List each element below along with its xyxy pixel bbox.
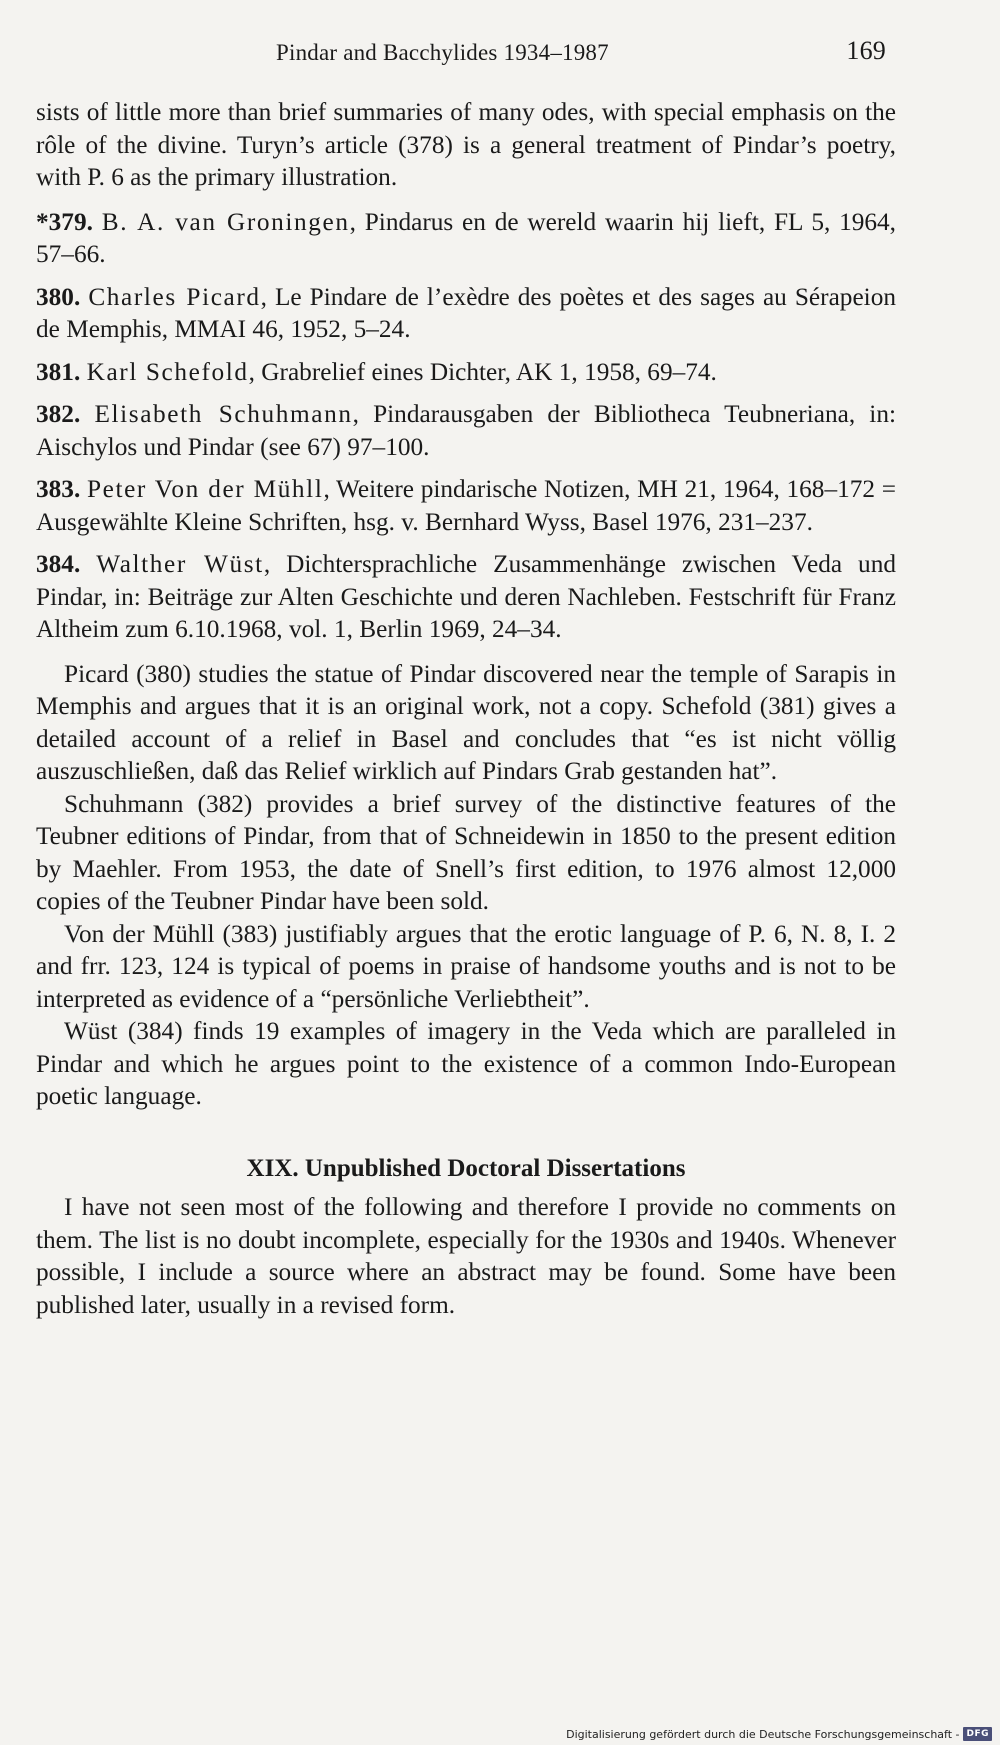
paragraph-von-der-muehll: Von der Mühll (383) justifiably argues that the erotic language of P. 6, N. 8, I. 2 and frr. 123, 124 is typical of poems in praise of handsome youths and is not to be interpreted as evidence of a “persönliche Verliebtheit”. <box>36 919 896 1013</box>
entry-number: 380. <box>36 282 81 311</box>
entry-author: B. A. van Groningen <box>101 207 350 236</box>
entry-number: 384. <box>36 550 81 578</box>
paragraph-schuhmann: Schuhmann (382) provides a brief survey of the distinctive features of the Teubner editions of Pindar, from that of Schneidewin in 1850 to the present edition by Maehler. From 1953, the date of Snell’s first edition, to 1976 almost 12,000 copies of the Teubner Pindar have been sold. <box>36 789 896 915</box>
section-heading: XIX. Unpublished Doctoral Dissertations <box>246 1154 686 1182</box>
bib-entry-382 <box>36 398 896 463</box>
entry-details: , Weitere pindarische Notizen, MH 21, 1964, 168–172 = Ausgewählte Kleine Schriften, hsg. v. Bernhard Wyss, Basel 1976, 231–237. <box>36 475 897 536</box>
entry-details: , Dichtersprachliche Zusammenhänge zwischen Veda und Pindar, in: Beiträge zur Alten Geschichte und deren Nachleben. Festschrift für Franz Altheim zum 6.10.1968, vol. 1, Berlin 1969, 24–34. <box>36 550 897 643</box>
entry-details: , Grabrelief eines Dichter, AK 1, 1958, 69–74. <box>248 357 717 386</box>
page-number: 169 <box>846 36 886 65</box>
entry-details: , Le Pindare de l’exèdre des poètes et des sages au Sérapeion de Memphis, MMAI 46, 1952, 5–24. <box>36 282 897 343</box>
entry-number: 381. <box>36 357 81 386</box>
paragraph-picard: Picard (380) studies the statue of Pindar discovered near the temple of Sarapis in Memphis and argues that it is an original work, not a copy. Schefold (381) gives a detailed account of a relief in Basel and concludes that “es ist nicht völlig auszuschließen, daß das Relief wirklich auf Pindars Grab gestanden hat”. <box>36 659 896 785</box>
paragraph-wuest: Wüst (384) finds 19 examples of imagery in the Veda which are paralleled in Pindar and which he argues point to the existence of a common Indo-European poetic language. <box>36 1017 896 1110</box>
digitization-footer <box>566 1727 992 1741</box>
entry-author: Peter Von der Mühll <box>86 475 324 503</box>
body-text <box>36 96 896 1321</box>
entry-details: , Pindarausgaben der Bibliotheca Teubneriana, in: Aischylos und Pindar (see 67) 97–100. <box>36 400 897 461</box>
bib-entry-381 <box>36 356 896 389</box>
entry-author: Walther Wüst <box>96 550 264 578</box>
paragraph-section-intro: I have not seen most of the following and therefore I provide no comments on them. The list is no doubt incomplete, especially for the 1930s and 1940s. Whenever possible, I include a source where an abstract may be found. Some have been published later, usually in a revised form. <box>36 1193 896 1319</box>
entry-details: , Pindarus en de wereld waarin hij lieft, FL 5, 1964, 57–66. <box>36 207 897 268</box>
entry-author: Charles Picard <box>88 282 261 311</box>
paragraph-continuation: sists of little more than brief summaries of many odes, with special emphasis on the rôle of the divine. Turyn’s article (378) is a general treatment of Pindar’s poetry, with P. 6 as the primary illustration. <box>36 98 896 191</box>
bib-entry-384 <box>36 548 896 646</box>
dfg-logo: DFG <box>963 1727 992 1741</box>
running-title: Pindar and Bacchylides 1934–1987 <box>276 40 609 65</box>
page-header <box>36 36 886 72</box>
entry-number: 383. <box>36 475 81 503</box>
bib-entry-380 <box>36 281 896 346</box>
entry-author: Elisabeth Schuhmann <box>94 400 353 428</box>
entry-number: *379. <box>36 207 93 236</box>
bib-entry-383 <box>36 473 896 538</box>
entry-author: Karl Schefold <box>86 357 249 386</box>
bib-entry-379 <box>36 206 896 271</box>
footer-credit: Digitalisierung gefördert durch die Deutsche Forschungsgemeinschaft - <box>566 1727 960 1741</box>
entry-number: 382. <box>36 400 81 428</box>
